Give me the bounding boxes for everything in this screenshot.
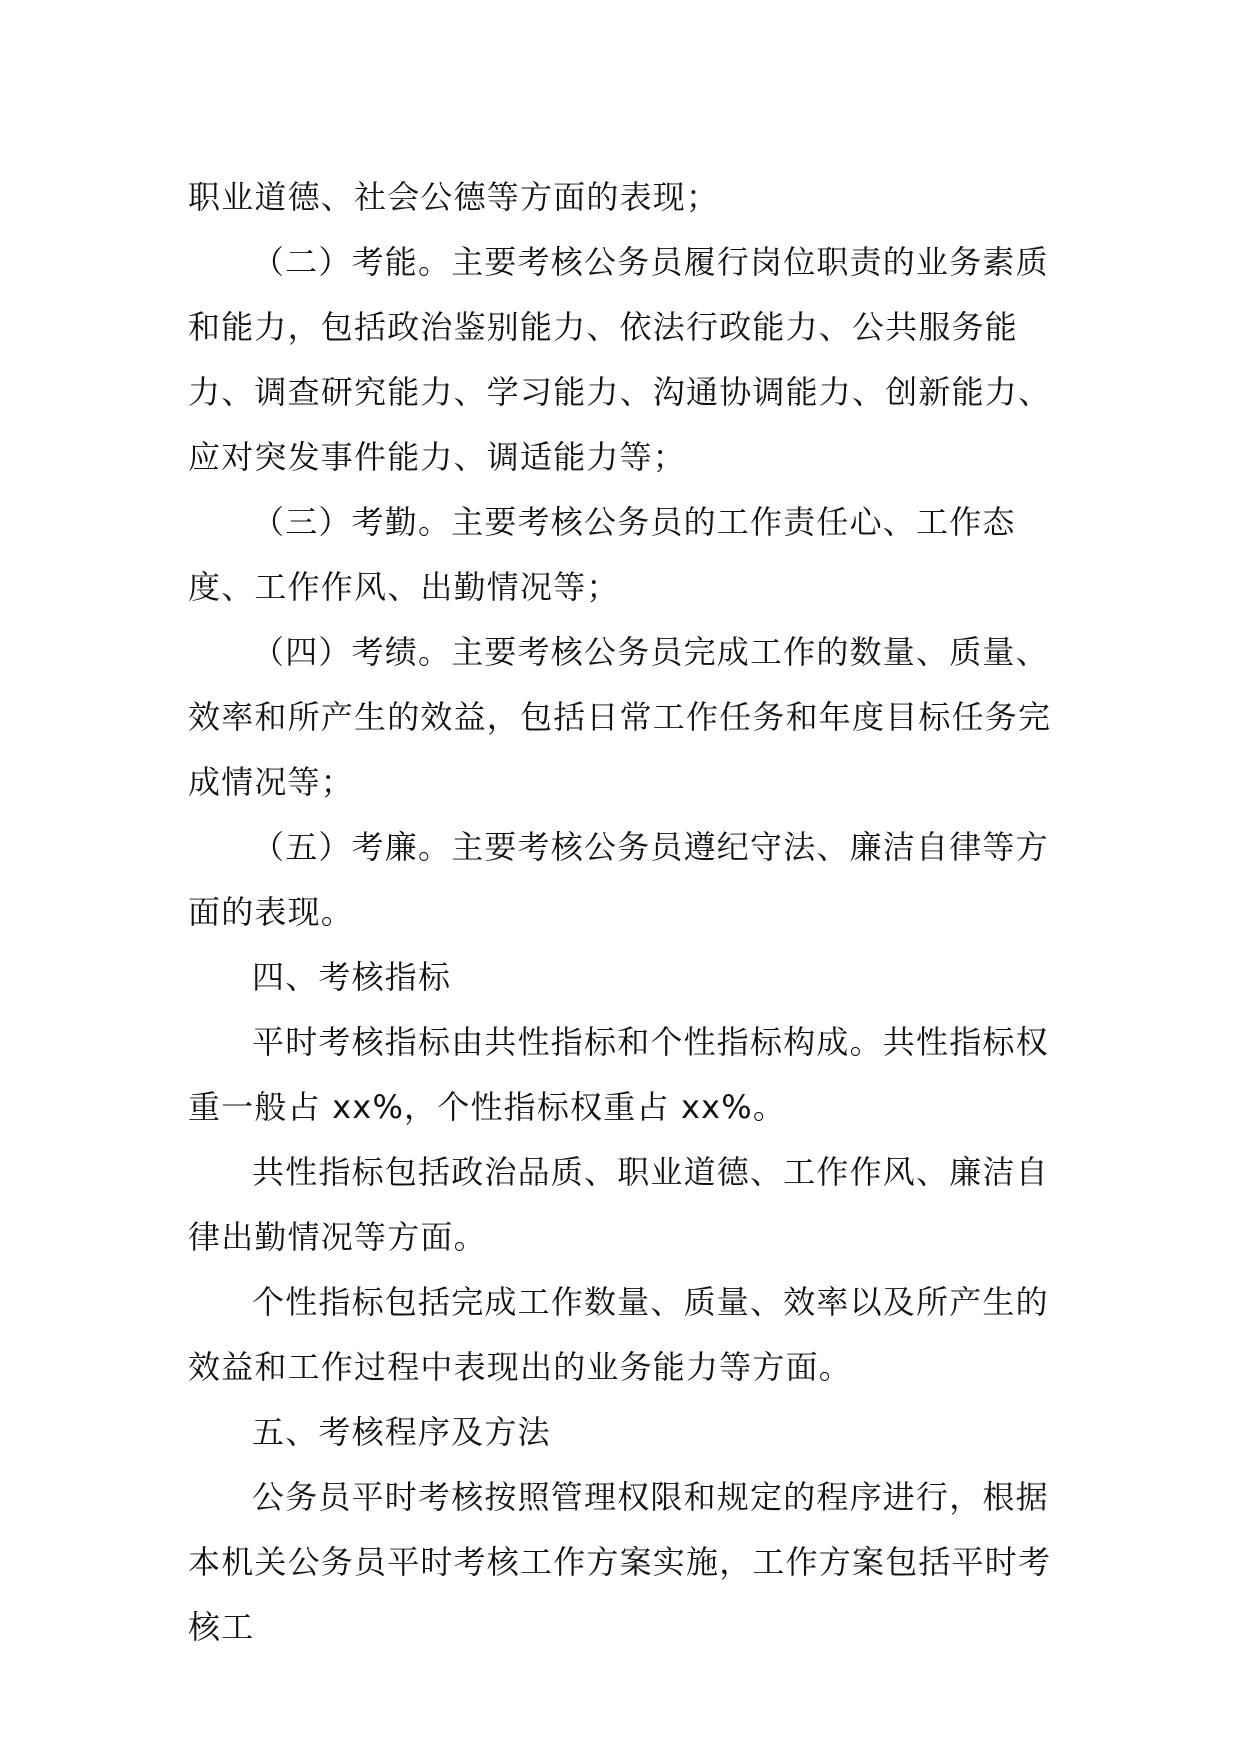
- paragraph-performance: （四）考绩。主要考核公务员完成工作的数量、质量、效率和所产生的效益，包括日常工作任务和年度目标任务完成情况等；: [188, 633, 1052, 801]
- section-heading-procedure: 五、考核程序及方法: [252, 1413, 551, 1451]
- paragraph-individual-indicators: 个性指标包括完成工作数量、质量、效率以及所产生的效益和工作过程中表现出的业务能力等方面。: [188, 1283, 1049, 1386]
- paragraph-integrity: （五）考廉。主要考核公务员遵纪守法、廉洁自律等方面的表现。: [188, 828, 1049, 931]
- section-heading-indicators: 四、考核指标: [252, 958, 452, 996]
- paragraph-common-indicators: 共性指标包括政治品质、职业道德、工作作风、廉洁自律出勤情况等方面。: [188, 1153, 1049, 1256]
- document-body: [188, 165, 1068, 1660]
- paragraph-procedure: 公务员平时考核按照管理权限和规定的程序进行，根据本机关公务员平时考核工作方案实施，工作方案包括平时考核工: [188, 1478, 1052, 1646]
- paragraph-indicator-weights: 平时考核指标由共性指标和个性指标构成。共性指标权重一般占 xx%，个性指标权重占 xx%。: [188, 1023, 1049, 1126]
- paragraph-diligence: （三）考勤。主要考核公务员的工作责任心、工作态度、工作作风、出勤情况等；: [188, 503, 1016, 606]
- paragraph-ability: （二）考能。主要考核公务员履行岗位职责的业务素质和能力，包括政治鉴别能力、依法行政能力、公共服务能力、调查研究能力、学习能力、沟通协调能力、创新能力、应对突发事件能力、调适能力等；: [188, 243, 1052, 476]
- paragraph-moral-continued: 职业道德、社会公德等方面的表现；: [188, 178, 720, 216]
